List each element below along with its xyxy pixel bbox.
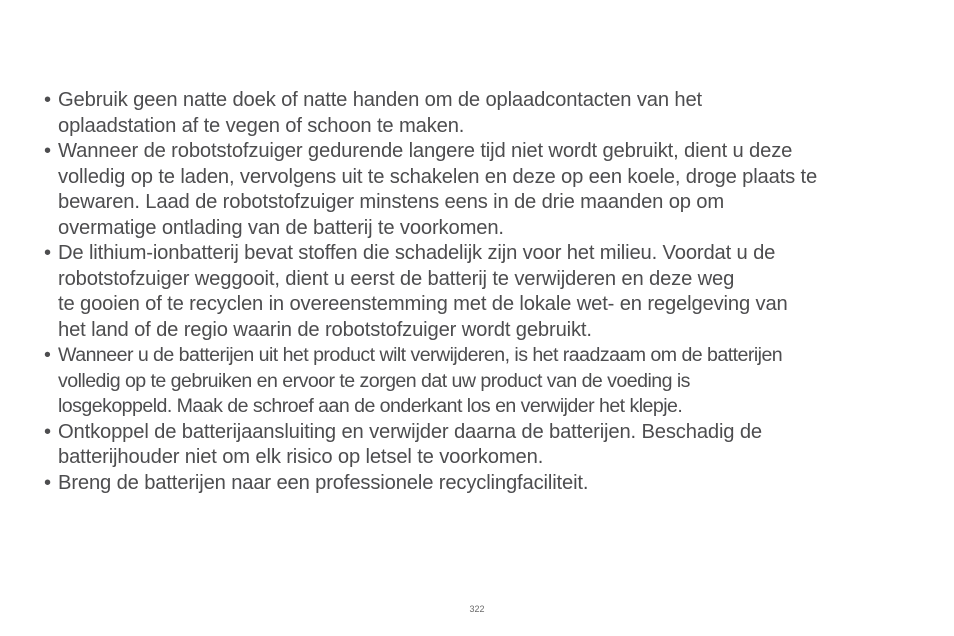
list-item [44,471,924,497]
list-item-line: De lithium-ionbatterij bevat stoffen die schadelijk zijn voor het milieu. Voordat u de [58,242,776,264]
document-body [44,88,924,496]
bullet-icon: • [44,140,51,162]
bullet-icon: • [44,89,51,111]
list-item-line: batterijhouder niet om elk risico op letsel te voorkomen. [58,446,544,468]
list-item-line: Wanneer u de batterijen uit het product wilt verwijderen, is het raadzaam om de batterijen [58,344,783,366]
list-item-line: Gebruik geen natte doek of natte handen om de oplaadcontacten van het [58,89,702,111]
list-item-line: robotstofzuiger weggooit, dient u eerst de batterij te verwijderen en deze weg [58,267,735,290]
bullet-icon: • [44,344,51,366]
list-item-line: volledig op te gebruiken en ervoor te zorgen dat uw product van de voeding is [58,369,690,392]
list-item [44,343,924,420]
list-item-line: Breng de batterijen naar een professionele recyclingfaciliteit. [58,471,589,494]
list-item-line: te gooien of te recyclen in overeenstemming met de lokale wet- en regelgeving van [58,293,788,315]
page-number: 322 [469,604,485,614]
bullet-icon: • [44,420,51,443]
list-item [44,88,924,139]
list-item-line: het land of de regio waarin de robotstofzuiger wordt gebruikt. [58,318,592,341]
list-item-line: Wanneer de robotstofzuiger gedurende langere tijd niet wordt gebruikt, dient u deze [58,140,793,162]
list-item [44,139,924,241]
list-item-line: overmatige ontlading van de batterij te voorkomen. [58,216,504,239]
list-item-line: losgekoppeld. Maak de schroef aan de onderkant los en verwijder het klepje. [58,395,683,417]
list-item [44,241,924,343]
bullet-list [44,88,924,496]
list-item-line: oplaadstation af te vegen of schoon te maken. [58,114,465,137]
list-item-line: volledig op te laden, vervolgens uit te schakelen en deze op een koele, droge plaats te [58,165,818,188]
list-item-line: bewaren. Laad de robotstofzuiger minstens eens in de drie maanden op om [58,191,725,213]
bullet-icon: • [44,242,51,264]
list-item-line: Ontkoppel de batterijaansluiting en verwijder daarna de batterijen. Beschadig de [58,420,762,443]
bullet-icon: • [44,471,51,494]
list-item [44,420,924,471]
